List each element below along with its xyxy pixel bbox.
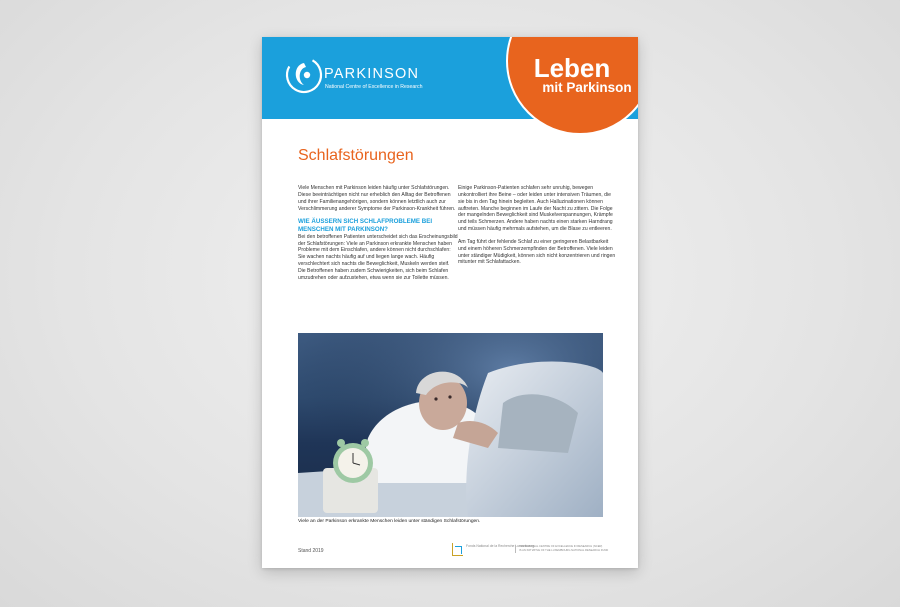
right-paragraph-2: Am Tag führt der fehlende Schlaf zu einer geringeren Belastbarkeit und einem höheren Schmerzempfinden der Betroffenen. Viele leiden unter ständiger Müdigkeit, können sich nicht konzentrieren und ringen mitunter mit Schlafattacken. bbox=[458, 238, 616, 266]
badge-line-1: Leben bbox=[533, 53, 611, 83]
org-name: PARKINSON bbox=[324, 66, 420, 82]
brochure-page bbox=[262, 37, 638, 568]
fnr-mark-inner-icon bbox=[455, 546, 462, 554]
left-column bbox=[298, 185, 458, 288]
intro-paragraph: Viele Menschen mit Parkinson leiden häufig unter Schlafstörungen. Diese beeinträchtigen nicht nur erheblich den Alltag der Betroffenen und ihrer Familienangehörigen, sondern können letztlich auch zur Verschlimmerung anderer Symptome der Parkinson-Krankheit führen. bbox=[298, 185, 456, 212]
ncer-note-line-1: THE NATIONAL CENTRE OF EXCELLENCE IN RESEARCH (NCER) bbox=[519, 545, 603, 548]
parkinson-swirl-logo-icon bbox=[284, 55, 324, 95]
fnr-logo bbox=[452, 543, 535, 559]
fnr-name: Fonds National de la Recherche Luxembourg bbox=[466, 544, 535, 548]
body-paragraph: Bei den betroffenen Patienten unterscheidet sich das Erscheinungsbild der Schlafstörungen: Viele an Parkinson erkrankte Menschen haben Probleme mit dem Einschlafen, andere können nicht durchschlafen: Sie wachen nachts häufig auf und liegen lange wach. Häufig verschlechtert sich nachts die Beweglichkeit, Muskeln werden steif. Die Betroffenen haben zudem Schwierigkeiten, sich beim Schlafen umzudrehen oder aufzustehen, etwa wenn sie zur Toilette müssen. bbox=[298, 233, 458, 281]
page-title: Schlafstörungen bbox=[298, 147, 414, 164]
badge-line-2: mit Parkinson bbox=[542, 80, 632, 95]
right-paragraph-1: Einige Parkinson-Patienten schlafen sehr unruhig, bewegen unkontrolliert ihre Beine – oder leiden unter intensiven Träumen, die sie bis in den Tag hinein begleiten. Auch Halluzinationen können auftreten. Manche beginnen im Laufe der Nacht zu zittern. Die Folge der mangelnden Beweglichkeit sind Muskelverspannungen, Krämpfe und teils Schmerzen. Andere haben nachts einen starken Harndrang und müssen häufig mehrmals aufstehen, um die Blase zu entleeren. bbox=[458, 185, 613, 233]
ncer-note-line-2: IS AN INITIATIVE OF THE LUXEMBOURG NATIONAL RESEARCH FUND bbox=[519, 549, 609, 552]
org-subtitle: National Centre of Excellence in Research bbox=[325, 84, 423, 90]
ncer-note bbox=[515, 545, 608, 553]
sleepless-woman-photo bbox=[298, 333, 603, 517]
publication-date: Stand 2019 bbox=[298, 548, 324, 554]
right-column bbox=[458, 185, 618, 272]
photo-illustration bbox=[298, 333, 603, 517]
photo-caption: Viele an der Parkinson erkrankte Menschen leiden unter ständigen Schlafstörungen. bbox=[298, 519, 481, 524]
section-subheading: WIE ÄUSSERN SICH SCHLAFPROBLEME BEI MENSCHEN MIT PARKINSON? bbox=[298, 218, 433, 233]
